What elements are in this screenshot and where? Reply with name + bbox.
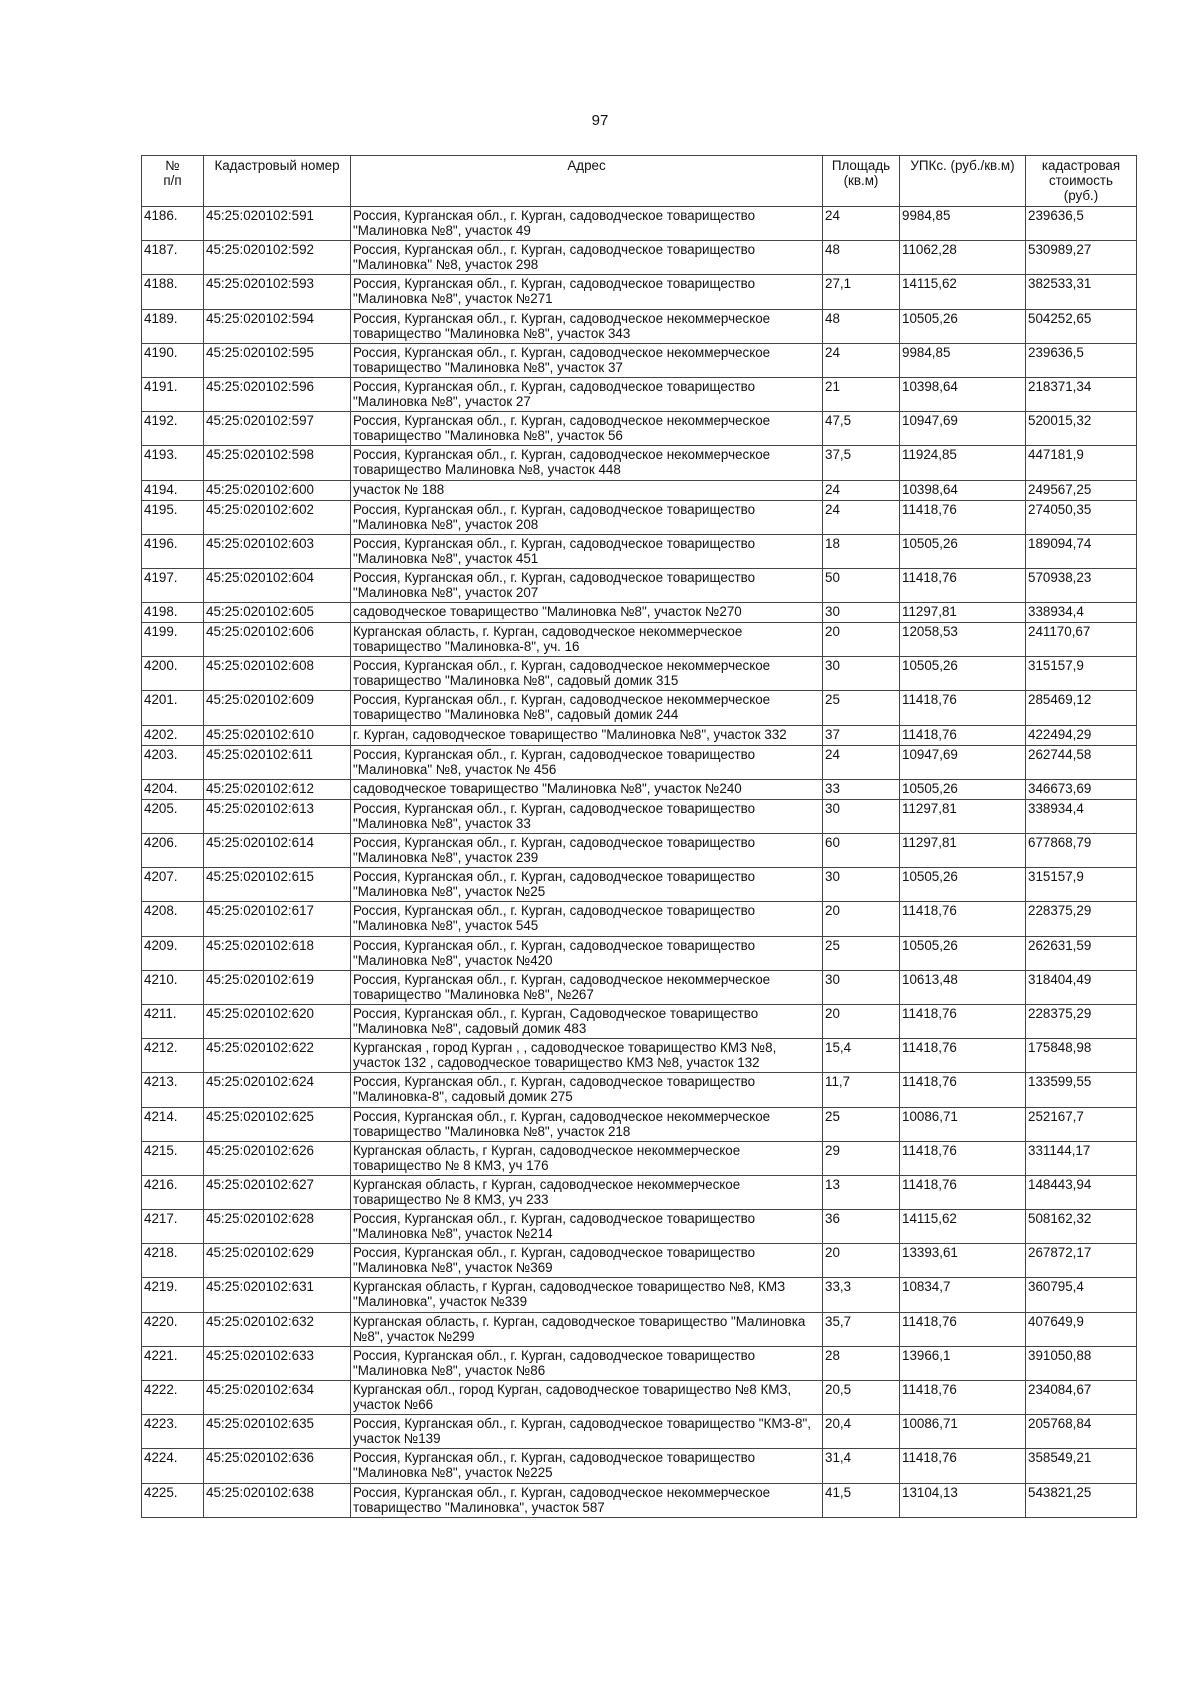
upks: 9984,85	[900, 207, 1026, 241]
row-number: 4211.	[142, 1004, 204, 1038]
upks: 14115,62	[900, 275, 1026, 309]
cadastral-number: 45:25:020102:613	[204, 799, 351, 833]
table-row	[142, 725, 1137, 745]
cadastral-cost: 447181,9	[1026, 446, 1137, 480]
upks: 11418,76	[900, 725, 1026, 745]
row-number: 4212.	[142, 1039, 204, 1073]
table-row	[142, 1449, 1137, 1483]
cadastral-number: 45:25:020102:636	[204, 1449, 351, 1483]
row-number: 4192.	[142, 412, 204, 446]
address: Курганская область, г Курган, садоводческое товарищество №8, КМЗ "Малиновка", участок №339	[351, 1278, 823, 1312]
cadastral-cost: 358549,21	[1026, 1449, 1137, 1483]
upks: 11418,76	[900, 1073, 1026, 1107]
address: Россия, Курганская обл., г. Курган, садоводческое товарищество "Малиновка №8", участок №420	[351, 936, 823, 970]
upks: 11418,76	[900, 902, 1026, 936]
area: 24	[823, 480, 900, 500]
table-row	[142, 1346, 1137, 1380]
cadastral-cost: 175848,98	[1026, 1039, 1137, 1073]
header-area: Площадь (кв.м)	[823, 156, 900, 207]
upks: 11418,76	[900, 1175, 1026, 1209]
table-row	[142, 275, 1137, 309]
row-number: 4200.	[142, 657, 204, 691]
header-row	[142, 156, 1137, 207]
area: 30	[823, 657, 900, 691]
cadastral-number: 45:25:020102:592	[204, 241, 351, 275]
area: 18	[823, 534, 900, 568]
upks: 11418,76	[900, 1141, 1026, 1175]
address: Россия, Курганская обл., г. Курган, садоводческое некоммерческое товарищество "Малиновка №8", садовый домик 244	[351, 691, 823, 725]
address: Россия, Курганская обл., г. Курган, садоводческое товарищество "Малиновка №8", участок 33	[351, 799, 823, 833]
upks: 10947,69	[900, 412, 1026, 446]
address: Россия, Курганская обл., г. Курган, садоводческое товарищество "Малиновка №8", участок №369	[351, 1244, 823, 1278]
cadastral-number: 45:25:020102:604	[204, 568, 351, 602]
area: 20	[823, 902, 900, 936]
cadastral-number: 45:25:020102:596	[204, 377, 351, 411]
upks: 14115,62	[900, 1210, 1026, 1244]
cadastral-number: 45:25:020102:593	[204, 275, 351, 309]
address: Россия, Курганская обл., г. Курган, садоводческое товарищество "Малиновка №8", участок №25	[351, 868, 823, 902]
cadastral-number: 45:25:020102:632	[204, 1312, 351, 1346]
cadastral-table	[141, 155, 1137, 1518]
cadastral-cost: 274050,35	[1026, 500, 1137, 534]
upks: 11418,76	[900, 691, 1026, 725]
area: 13	[823, 1175, 900, 1209]
cadastral-number: 45:25:020102:603	[204, 534, 351, 568]
cadastral-number: 45:25:020102:612	[204, 779, 351, 799]
address: Россия, Курганская обл., г. Курган, садоводческое некоммерческое товарищество "Малиновка", участок 587	[351, 1483, 823, 1517]
row-number: 4196.	[142, 534, 204, 568]
address: Россия, Курганская обл., г. Курган, садоводческое товарищество "Малиновка №8", участок 207	[351, 568, 823, 602]
cadastral-number: 45:25:020102:595	[204, 343, 351, 377]
cadastral-cost: 267872,17	[1026, 1244, 1137, 1278]
address: Россия, Курганская обл., г. Курган, садоводческое товарищество "Малиновка-8", садовый домик 275	[351, 1073, 823, 1107]
row-number: 4199.	[142, 623, 204, 657]
address: Россия, Курганская обл., г. Курган, садоводческое товарищество "Малиновка" №8, участок 298	[351, 241, 823, 275]
cadastral-cost: 262744,58	[1026, 745, 1137, 779]
table-row	[142, 1039, 1137, 1073]
area: 20	[823, 1244, 900, 1278]
cadastral-number: 45:25:020102:614	[204, 834, 351, 868]
cadastral-number: 45:25:020102:626	[204, 1141, 351, 1175]
row-number: 4208.	[142, 902, 204, 936]
table-row	[142, 1141, 1137, 1175]
cadastral-number: 45:25:020102:619	[204, 970, 351, 1004]
area: 48	[823, 309, 900, 343]
area: 47,5	[823, 412, 900, 446]
table-row	[142, 799, 1137, 833]
table-row	[142, 1244, 1137, 1278]
cadastral-number: 45:25:020102:629	[204, 1244, 351, 1278]
row-number: 4213.	[142, 1073, 204, 1107]
cadastral-cost: 228375,29	[1026, 1004, 1137, 1038]
table-body	[142, 207, 1137, 1518]
cadastral-cost: 234084,67	[1026, 1381, 1137, 1415]
area: 33,3	[823, 1278, 900, 1312]
header-cadastral-cost: кадастровая стоимость (руб.)	[1026, 156, 1137, 207]
cadastral-cost: 338934,4	[1026, 799, 1137, 833]
area: 48	[823, 241, 900, 275]
cadastral-cost: 252167,7	[1026, 1107, 1137, 1141]
row-number: 4224.	[142, 1449, 204, 1483]
area: 21	[823, 377, 900, 411]
cadastral-number: 45:25:020102:608	[204, 657, 351, 691]
address: Курганская область, г Курган, садоводческое некоммерческое товарищество № 8 КМЗ, уч 233	[351, 1175, 823, 1209]
cadastral-cost: 508162,32	[1026, 1210, 1137, 1244]
row-number: 4190.	[142, 343, 204, 377]
area: 33	[823, 779, 900, 799]
area: 28	[823, 1346, 900, 1380]
address: садоводческое товарищество "Малиновка №8", участок №270	[351, 603, 823, 623]
table-row	[142, 568, 1137, 602]
table-row	[142, 779, 1137, 799]
upks: 11418,76	[900, 1381, 1026, 1415]
address: участок № 188	[351, 480, 823, 500]
table-row	[142, 241, 1137, 275]
row-number: 4223.	[142, 1415, 204, 1449]
cadastral-number: 45:25:020102:617	[204, 902, 351, 936]
cadastral-number: 45:25:020102:620	[204, 1004, 351, 1038]
table-row	[142, 902, 1137, 936]
area: 24	[823, 207, 900, 241]
cadastral-number: 45:25:020102:594	[204, 309, 351, 343]
row-number: 4216.	[142, 1175, 204, 1209]
area: 30	[823, 868, 900, 902]
cadastral-cost: 148443,94	[1026, 1175, 1137, 1209]
table-row	[142, 500, 1137, 534]
table-row	[142, 1278, 1137, 1312]
area: 11,7	[823, 1073, 900, 1107]
cadastral-number: 45:25:020102:624	[204, 1073, 351, 1107]
table-row	[142, 1381, 1137, 1415]
cadastral-number: 45:25:020102:628	[204, 1210, 351, 1244]
table-row	[142, 1175, 1137, 1209]
address: Курганская обл., город Курган, садоводческое товарищество №8 КМЗ, участок №66	[351, 1381, 823, 1415]
upks: 10398,64	[900, 480, 1026, 500]
upks: 11418,76	[900, 1449, 1026, 1483]
table-row	[142, 603, 1137, 623]
table-row	[142, 343, 1137, 377]
cadastral-number: 45:25:020102:609	[204, 691, 351, 725]
address: Россия, Курганская обл., г. Курган, садоводческое некоммерческое товарищество "Малиновка №8", №267	[351, 970, 823, 1004]
address: Россия, Курганская обл., г. Курган, садоводческое некоммерческое товарищество "Малиновка №8", участок 56	[351, 412, 823, 446]
address: Курганская область, г. Курган, садоводческое некоммерческое товарищество "Малиновка-8", уч. 16	[351, 623, 823, 657]
area: 29	[823, 1141, 900, 1175]
upks: 11418,76	[900, 1004, 1026, 1038]
upks: 12058,53	[900, 623, 1026, 657]
cadastral-cost: 382533,31	[1026, 275, 1137, 309]
row-number: 4217.	[142, 1210, 204, 1244]
area: 24	[823, 343, 900, 377]
upks: 11924,85	[900, 446, 1026, 480]
cadastral-number: 45:25:020102:606	[204, 623, 351, 657]
cadastral-number: 45:25:020102:618	[204, 936, 351, 970]
table-row	[142, 309, 1137, 343]
address: Курганская область, г Курган, садоводческое некоммерческое товарищество № 8 КМЗ, уч 176	[351, 1141, 823, 1175]
table-row	[142, 623, 1137, 657]
cadastral-cost: 422494,29	[1026, 725, 1137, 745]
area: 24	[823, 500, 900, 534]
cadastral-cost: 133599,55	[1026, 1073, 1137, 1107]
cadastral-number: 45:25:020102:634	[204, 1381, 351, 1415]
cadastral-number: 45:25:020102:591	[204, 207, 351, 241]
cadastral-cost: 205768,84	[1026, 1415, 1137, 1449]
row-number: 4188.	[142, 275, 204, 309]
upks: 10947,69	[900, 745, 1026, 779]
row-number: 4203.	[142, 745, 204, 779]
row-number: 4220.	[142, 1312, 204, 1346]
address: Россия, Курганская обл., г. Курган, садоводческое товарищество "Малиновка №8", участок 49	[351, 207, 823, 241]
row-number: 4209.	[142, 936, 204, 970]
row-number: 4186.	[142, 207, 204, 241]
cadastral-cost: 249567,25	[1026, 480, 1137, 500]
area: 20	[823, 1004, 900, 1038]
table-row	[142, 207, 1137, 241]
row-number: 4215.	[142, 1141, 204, 1175]
row-number: 4218.	[142, 1244, 204, 1278]
row-number: 4193.	[142, 446, 204, 480]
upks: 11062,28	[900, 241, 1026, 275]
area: 35,7	[823, 1312, 900, 1346]
cadastral-cost: 677868,79	[1026, 834, 1137, 868]
address: Россия, Курганская обл., г. Курган, садоводческое товарищество "КМЗ-8", участок №139	[351, 1415, 823, 1449]
row-number: 4205.	[142, 799, 204, 833]
table-row	[142, 1004, 1137, 1038]
address: Курганская , город Курган , , садоводческое товарищество КМЗ №8, участок 132 , садоводческое товарищество КМЗ №8, участок 132	[351, 1039, 823, 1073]
row-number: 4219.	[142, 1278, 204, 1312]
table-row	[142, 1312, 1137, 1346]
cadastral-number: 45:25:020102:631	[204, 1278, 351, 1312]
table-row	[142, 534, 1137, 568]
table-row	[142, 691, 1137, 725]
upks: 11418,76	[900, 568, 1026, 602]
cadastral-cost: 262631,59	[1026, 936, 1137, 970]
area: 24	[823, 745, 900, 779]
cadastral-cost: 315157,9	[1026, 657, 1137, 691]
upks: 11418,76	[900, 1039, 1026, 1073]
table-row	[142, 1415, 1137, 1449]
address: Россия, Курганская обл., г. Курган, садоводческое товарищество "Малиновка №8", участок №225	[351, 1449, 823, 1483]
upks: 10505,26	[900, 534, 1026, 568]
row-number: 4204.	[142, 779, 204, 799]
area: 30	[823, 799, 900, 833]
area: 41,5	[823, 1483, 900, 1517]
upks: 10834,7	[900, 1278, 1026, 1312]
address: Россия, Курганская обл., г. Курган, садоводческое некоммерческое товарищество "Малиновка №8", участок 218	[351, 1107, 823, 1141]
area: 27,1	[823, 275, 900, 309]
upks: 10505,26	[900, 868, 1026, 902]
cadastral-number: 45:25:020102:597	[204, 412, 351, 446]
row-number: 4202.	[142, 725, 204, 745]
row-number: 4206.	[142, 834, 204, 868]
area: 30	[823, 603, 900, 623]
upks: 11297,81	[900, 834, 1026, 868]
address: Россия, Курганская обл., г. Курган, садоводческое некоммерческое товарищество "Малиновка №8", садовый домик 315	[351, 657, 823, 691]
address: г. Курган, садоводческое товарищество "Малиновка №8", участок 332	[351, 725, 823, 745]
row-number: 4214.	[142, 1107, 204, 1141]
cadastral-number: 45:25:020102:638	[204, 1483, 351, 1517]
row-number: 4201.	[142, 691, 204, 725]
cadastral-cost: 520015,32	[1026, 412, 1137, 446]
table-row	[142, 412, 1137, 446]
table-row	[142, 1483, 1137, 1517]
upks: 10505,26	[900, 657, 1026, 691]
cadastral-cost: 285469,12	[1026, 691, 1137, 725]
area: 31,4	[823, 1449, 900, 1483]
table-row	[142, 1210, 1137, 1244]
area: 37,5	[823, 446, 900, 480]
upks: 10505,26	[900, 936, 1026, 970]
address: Россия, Курганская обл., г. Курган, садоводческое некоммерческое товарищество Малиновка №8, участок 448	[351, 446, 823, 480]
cadastral-cost: 360795,4	[1026, 1278, 1137, 1312]
table-header	[142, 156, 1137, 207]
header-row-number: № п/п	[142, 156, 204, 207]
address: Россия, Курганская обл., г. Курган, садоводческое товарищество "Малиновка №8", участок 545	[351, 902, 823, 936]
upks: 11418,76	[900, 1312, 1026, 1346]
cadastral-number: 45:25:020102:600	[204, 480, 351, 500]
cadastral-cost: 543821,25	[1026, 1483, 1137, 1517]
cadastral-number: 45:25:020102:610	[204, 725, 351, 745]
cadastral-number: 45:25:020102:633	[204, 1346, 351, 1380]
area: 36	[823, 1210, 900, 1244]
upks: 13104,13	[900, 1483, 1026, 1517]
address: Россия, Курганская обл., г. Курган, садоводческое товарищество "Малиновка №8", участок 27	[351, 377, 823, 411]
area: 50	[823, 568, 900, 602]
area: 25	[823, 691, 900, 725]
table-row	[142, 834, 1137, 868]
table-row	[142, 377, 1137, 411]
address: Россия, Курганская обл., г. Курган, садоводческое товарищество "Малиновка №8", участок №214	[351, 1210, 823, 1244]
header-cadastral-number: Кадастровый номер	[204, 156, 351, 207]
row-number: 4194.	[142, 480, 204, 500]
cadastral-cost: 318404,49	[1026, 970, 1137, 1004]
cadastral-cost: 391050,88	[1026, 1346, 1137, 1380]
cadastral-cost: 239636,5	[1026, 207, 1137, 241]
address: Россия, Курганская обл., г. Курган, садоводческое товарищество "Малиновка №8", участок 208	[351, 500, 823, 534]
table-row	[142, 936, 1137, 970]
header-address: Адрес	[351, 156, 823, 207]
cadastral-cost: 228375,29	[1026, 902, 1137, 936]
upks: 10613,48	[900, 970, 1026, 1004]
area: 25	[823, 936, 900, 970]
cadastral-number: 45:25:020102:615	[204, 868, 351, 902]
cadastral-cost: 239636,5	[1026, 343, 1137, 377]
cadastral-number: 45:25:020102:598	[204, 446, 351, 480]
cadastral-cost: 218371,34	[1026, 377, 1137, 411]
cadastral-cost: 338934,4	[1026, 603, 1137, 623]
address: Россия, Курганская обл., г. Курган, садоводческое товарищество "Малиновка №8", участок 451	[351, 534, 823, 568]
row-number: 4189.	[142, 309, 204, 343]
address: садоводческое товарищество "Малиновка №8", участок №240	[351, 779, 823, 799]
upks: 10086,71	[900, 1107, 1026, 1141]
area: 20,5	[823, 1381, 900, 1415]
area: 20,4	[823, 1415, 900, 1449]
area: 30	[823, 970, 900, 1004]
table-row	[142, 868, 1137, 902]
upks: 10086,71	[900, 1415, 1026, 1449]
row-number: 4187.	[142, 241, 204, 275]
cadastral-number: 45:25:020102:625	[204, 1107, 351, 1141]
cadastral-number: 45:25:020102:635	[204, 1415, 351, 1449]
cadastral-cost: 346673,69	[1026, 779, 1137, 799]
area: 20	[823, 623, 900, 657]
row-number: 4225.	[142, 1483, 204, 1517]
row-number: 4222.	[142, 1381, 204, 1415]
row-number: 4198.	[142, 603, 204, 623]
cadastral-number: 45:25:020102:627	[204, 1175, 351, 1209]
upks: 11418,76	[900, 500, 1026, 534]
address: Россия, Курганская обл., г. Курган, садоводческое товарищество "Малиновка №8", участок 239	[351, 834, 823, 868]
upks: 13393,61	[900, 1244, 1026, 1278]
area: 15,4	[823, 1039, 900, 1073]
cadastral-number: 45:25:020102:622	[204, 1039, 351, 1073]
table-row	[142, 1107, 1137, 1141]
cadastral-cost: 331144,17	[1026, 1141, 1137, 1175]
header-upks: УПКс. (руб./кв.м)	[900, 156, 1026, 207]
table-row	[142, 745, 1137, 779]
upks: 9984,85	[900, 343, 1026, 377]
upks: 13966,1	[900, 1346, 1026, 1380]
area: 37	[823, 725, 900, 745]
cadastral-cost: 530989,27	[1026, 241, 1137, 275]
upks: 11297,81	[900, 799, 1026, 833]
row-number: 4210.	[142, 970, 204, 1004]
cadastral-cost: 570938,23	[1026, 568, 1137, 602]
address: Россия, Курганская обл., г. Курган, садоводческое товарищество "Малиновка №8", участок №271	[351, 275, 823, 309]
cadastral-cost: 504252,65	[1026, 309, 1137, 343]
table-row	[142, 446, 1137, 480]
cadastral-number: 45:25:020102:605	[204, 603, 351, 623]
row-number: 4195.	[142, 500, 204, 534]
cadastral-cost: 241170,67	[1026, 623, 1137, 657]
area: 60	[823, 834, 900, 868]
cadastral-cost: 189094,74	[1026, 534, 1137, 568]
address: Курганская область, г. Курган, садоводческое товарищество "Малиновка №8", участок №299	[351, 1312, 823, 1346]
upks: 11297,81	[900, 603, 1026, 623]
row-number: 4207.	[142, 868, 204, 902]
upks: 10505,26	[900, 309, 1026, 343]
cadastral-cost: 315157,9	[1026, 868, 1137, 902]
table-row	[142, 657, 1137, 691]
table-row	[142, 480, 1137, 500]
row-number: 4191.	[142, 377, 204, 411]
address: Россия, Курганская обл., г. Курган, Садоводческое товарищество "Малиновка №8", садовый домик 483	[351, 1004, 823, 1038]
upks: 10398,64	[900, 377, 1026, 411]
area: 25	[823, 1107, 900, 1141]
upks: 10505,26	[900, 779, 1026, 799]
cadastral-number: 45:25:020102:602	[204, 500, 351, 534]
page-number: 97	[591, 112, 609, 129]
address: Россия, Курганская обл., г. Курган, садоводческое товарищество "Малиновка №8", участок №86	[351, 1346, 823, 1380]
table-row	[142, 970, 1137, 1004]
cadastral-number: 45:25:020102:611	[204, 745, 351, 779]
table-row	[142, 1073, 1137, 1107]
address: Россия, Курганская обл., г. Курган, садоводческое товарищество "Малиновка" №8, участок № 456	[351, 745, 823, 779]
row-number: 4221.	[142, 1346, 204, 1380]
cadastral-cost: 407649,9	[1026, 1312, 1137, 1346]
address: Россия, Курганская обл., г. Курган, садоводческое некоммерческое товарищество "Малиновка №8", участок 37	[351, 343, 823, 377]
row-number: 4197.	[142, 568, 204, 602]
address: Россия, Курганская обл., г. Курган, садоводческое некоммерческое товарищество "Малиновка №8", участок 343	[351, 309, 823, 343]
